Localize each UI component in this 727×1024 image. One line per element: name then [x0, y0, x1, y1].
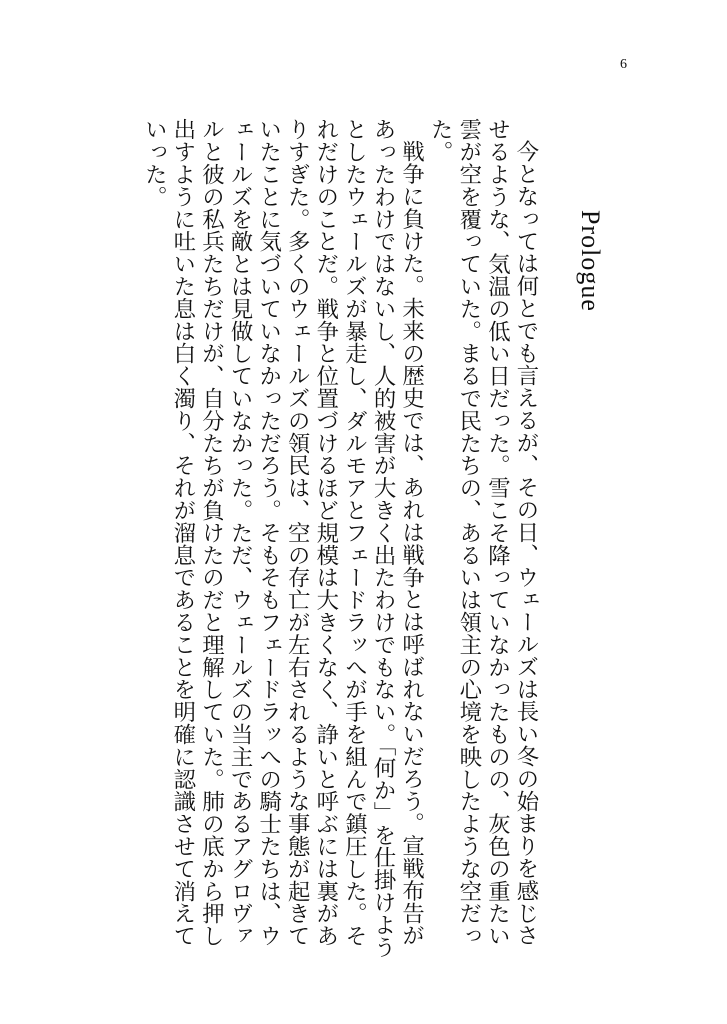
chapter-title: Prologue — [576, 210, 605, 312]
paragraph-2: 戦争に負けた。未来の歴史では、あれは戦争とは呼ばれないだろう。宣戦布告があったわけではないし、人的被害が大きく出たわけでもない。「何か」を仕掛けようとしたウェールズが暴走し、ダルモアとフェードラッへが手を組んで鎮圧した。それだけのことだ。戦争と位置づけるほど規模は大きくなく、諍いと呼ぶには裏がありすぎた。多くのウェールズの領民は、空の存亡が左右されるような事態が起きていたことに気づいていなかっただろう。そもそもフェードラッへの騎士たちは、ウェールズを敵とは見做していなかった。ただ、ウェールズの当主であるアグロヴァルと彼の私兵たちだけが、自分たちが負けたのだと理解していた。肺の底から押し出すように吐いた息は白く濁り、それが溜息であることを明確に認識させて消えていった。 — [141, 118, 425, 958]
page-number: 6 — [620, 57, 627, 72]
paragraph-1: 今となっては何とでも言えるが、その日、ウェールズは長い冬の始まりを感じさせるような、気温の低い日だった。雪こそ降っていなかったものの、灰色の重たい雲が空を覆っていた。まるで民たちの、あるいは領主の心境を映したような空だった。 — [427, 118, 539, 947]
body-text — [141, 118, 540, 958]
